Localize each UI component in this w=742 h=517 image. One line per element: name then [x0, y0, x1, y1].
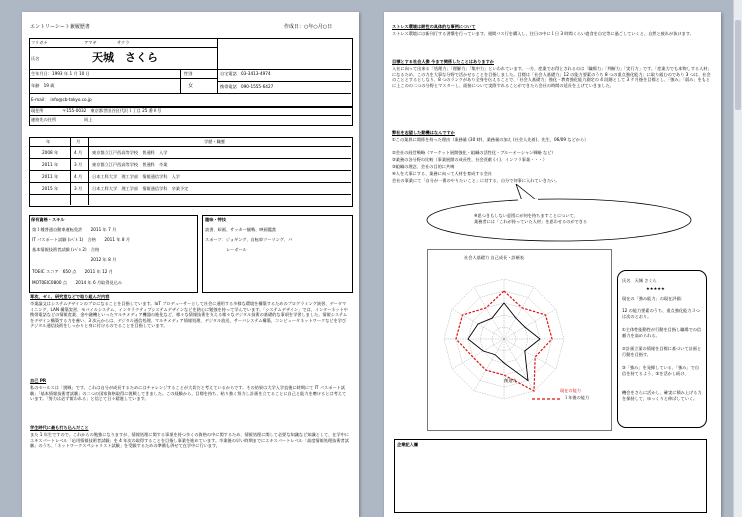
furigana-first: サクラ [117, 40, 130, 45]
chart-title: 社会人基礎力 自己成長・診断表 [464, 255, 524, 260]
qual-item: 基本情報技術者試験 (ﾚﾍﾞﾙ 2) 合格 [32, 247, 100, 252]
qual-item: 第１種普通自動車運転免許 2011 年 7 月 [32, 227, 117, 232]
student-body: また 1 年生ですので、これからの勉強になりますが、情報処理に関する事項を持つ多くの資格の中に関するため、情報処理に関して必要な知識など知識として、在学中にエキスパートレベル「応用情報技術者試験」を 4 年次の取得することを目指し事業を進めています。卒業後の早い時期までにエキスパートレベル「高度情報処理技術者試験」のうち、「ネットワークスペシャリスト試験」を受験するための準備も併せて在学中に行います。 [30, 432, 350, 449]
strength-box-title: 氏名 天城 さくら [622, 278, 657, 283]
strength-box-line: 現在の「強み能力」の現在評価： [622, 296, 685, 301]
pr-body: 私のセールスは「挑戦」です。これは自分が成長するためにはチャレンジすることが大切だと考えているからです。その結果は大学入学直後に時期にて IT パスポート試験」「基本情報技術者試験」の二つの国家資格取得に挑戦してきました。この経験から、目標を持ち、粘り強く努力し計画を立てることに自己と能力を磨けるとは考えています。「努力は必ず報われる」と信じて日々精進しています。 [30, 385, 347, 402]
research-body: 卒業論文はシステムデザインのプロになることを目指しています。IoT プロデューサーとして社会に通用する多様な環境を構築するためのプログラミング演習、データマイニング、LAN 構築実習、モバイルシステム、インタラクティブシステムデザインなどを熱心に勉強を持って学んでいます。「システムデザイン」では、インターネットや携帯電話などの情報産業、金や融機といったマルチメディア機器の進化など、様々な情報技術を支える様々なデジタル技術の基礎的な事項を学習しました。情報システムをデザイン構築する力を養い、3 次元からは、デジタル通信処理、マルチメディア情報処理、デジタル放送、サーバシステム構築、コンピュータネットワークなどを学びデジタル通信技術をしっかりと身に付けるのでることを目指しています。 [30, 301, 348, 329]
strength-body: ストレス環境には新刊行する習慣を行っています。週間バス行を購入し、往日の中に１日 3 時間くらい寝食を自宅等に過ごしていくと、自然と疲れが抜けます。 [392, 31, 694, 36]
header-date: 作成日：○年○月○日 [284, 24, 333, 30]
home-phone: 自宅電話 03-3413-4974 [220, 71, 271, 76]
strength-box-line: 12 の能力要素のうち、重点強化能力３つは次のとおり。 [622, 308, 700, 319]
header-title: エントリーシート兼履歴書 [30, 24, 90, 30]
history-row-month: 3 月 [74, 186, 83, 191]
company-line: ②会社の経営戦略（マーケット展開強化・組織の活性化・ブルーオーシャン戦略 など） [392, 150, 556, 155]
history-row-year: 2011 年 [42, 162, 59, 167]
document-page-2 [384, 12, 721, 517]
history-row-text: 東京都立江戸西高等学校 普通科 入学 [92, 150, 168, 155]
hobby-line: スポーツ：ジョギング、自転車ツーリング、バ [205, 237, 293, 242]
company-line: ④人を大事にする、業務に向って人材を育成する会社 [392, 171, 493, 176]
age: 年齢 19 歳 [31, 83, 55, 88]
hobby-line: レーボール [205, 247, 247, 252]
history-row-year: 2015 年 [42, 186, 59, 191]
qual-item: TOEIC スコア 650 点 2011 年 12 月 [32, 269, 113, 274]
hobby-line: 読書、絵画、サッカー観戦、映画鑑賞 [205, 227, 277, 232]
mobile-phone: 携帯電話 090-1555-6427 [220, 84, 274, 89]
company-line: 会社の事業にて「自分が一番のやりたいこと」に対する、自分で何事に入れていきたい。 [392, 178, 560, 183]
strength-box-stars: ★★★★★ [646, 286, 665, 291]
company-entry-title: 企業記入欄 [397, 442, 418, 447]
contact-label: 連絡先の住所 [31, 117, 57, 122]
address-label: 現住所 [31, 108, 44, 113]
scrollbar-thumb[interactable] [735, 20, 741, 110]
history-table [29, 137, 353, 207]
history-row-text: 東京都立江戸西高等学校 普通科 卒業 [92, 162, 168, 167]
gender-label: 性別 [184, 71, 193, 76]
history-row-month: 4 月 [74, 150, 83, 155]
company-line: ①この業界に関係を持った理由（業務量 (30 時)、業務量の加え (社会人先着)、先生、06/09 などから） [392, 137, 589, 142]
quals-title: 保有資格・スキル [31, 217, 65, 222]
name-value: 天城 さくら [92, 51, 158, 64]
company-line: ③組織の理念、会社の目的に共鳴 [392, 164, 455, 169]
radar-axis-label: 創造力 [504, 378, 517, 383]
strength-box-line: 機会をさらに活かし、確実に積み上げる力を保持して、ゆっくりと伸ばしていく。 [622, 390, 702, 401]
history-row-text: 日本工科大学 理工学部 情報通信学科 入学 [92, 174, 180, 179]
document-page-1 [22, 12, 359, 517]
company-title: 弊社を志望した動機はなんですか [392, 130, 455, 135]
student-title: 学生時代に最も打ち込んだこと [30, 425, 89, 430]
furigana-last: アマギ [84, 40, 97, 45]
hobby-title: 趣味・特技 [205, 217, 226, 222]
qual-item: 2012 年 8 月 [32, 257, 117, 262]
company-line: ③業務の各分野の比較（事業展開の成長性、社会貢献 (イ)、インフラ事業・・・） [392, 157, 547, 162]
history-header-month: 月 [76, 139, 81, 144]
strength-box-line: ③「強み」を発揮している、「強み」で自信を持てるよう、③を活かし続け、 [622, 365, 700, 376]
strength-box-line: ①主体性能動性が行動を目指し職場での信頼力を高められる。 [622, 327, 702, 338]
legend-future: １年後の能力 [564, 395, 590, 400]
pr-title: 自己 PR [30, 378, 47, 383]
history-row-text: 日本工科大学 理工学部 情報通信学科 卒業予定 [92, 186, 189, 191]
history-row-year: 2011 年 [42, 174, 59, 179]
company-entry-box [394, 439, 707, 513]
research-title: 専攻、ゼミ、研究室などで取り組んだ内容 [30, 294, 110, 299]
history-header-title: 学歴・職歴 [204, 139, 225, 144]
legend-current: 現在の能力 [560, 388, 581, 393]
selfimage-body: 入社に向って出来る「処理力」「理解力」「集中力」といわれています。一方、産業でお得とされるのは「職場力」「判断力」「実行力」です。「産業力でも本物しする人材」になるため、この力を大事な分野で活かせることを目指しました。目標は「社会人基礎力」12 の能力要素のうち 8 つの重点強化能力」に取り組むのであり 3 つは、社会のこととするとしなり、8 つのランクがあり全身を伝えることで、「社会人基礎力」強化・教育強化能力測定の 4 段階として 3 ケ月後を目標とし、「強み」「弱み」をもとに上このの二つの分野とマスターし、面接について実際すれることができたら会社の時間の延長を上げていきました。 [392, 66, 712, 88]
strength-box-line: ②計画立案の情報を目標に基づいて計画と行動を目指す。 [622, 346, 702, 357]
history-row-year: 2008 年 [42, 150, 59, 155]
email: E-mail： info@cb-tokyo.co.jp [31, 97, 92, 102]
address-value: 〒155-0032 東京都世田谷区代沢１丁目 25 番８号 [62, 108, 162, 113]
bubble-text: ※思つきもしない意図にが何を持ちますことについて、 業務者には「これが持っていた人材」を思わせるのができる [474, 213, 588, 224]
birth-date: 生年月日：1993 年 1 月 10 日 [31, 71, 90, 76]
gender-value: 女 [188, 83, 194, 89]
history-row-month: 3 月 [74, 162, 83, 167]
qual-item: MOT0EIC0800 点 2014 年 6 月取得見込み [32, 280, 123, 285]
vertical-scrollbar[interactable] [733, 0, 742, 517]
name-label: 氏名 [31, 56, 40, 61]
qual-item: IT パスポート試験 (ﾚﾍﾞﾙ 1) 合格 2011 年 8 月 [32, 237, 131, 242]
strength-title: ストレス環境は耐性の具体的な事例について [392, 24, 476, 29]
furigana-label: フリガナ [31, 40, 48, 45]
history-header-year: 年 [46, 139, 51, 144]
selfimage-title: 目標とする社会人像 今まで関係したことはありますか [392, 59, 494, 64]
history-row-month: 4 月 [74, 174, 83, 179]
legend-future-line [532, 396, 562, 402]
contact-value: 同上 [84, 117, 93, 122]
